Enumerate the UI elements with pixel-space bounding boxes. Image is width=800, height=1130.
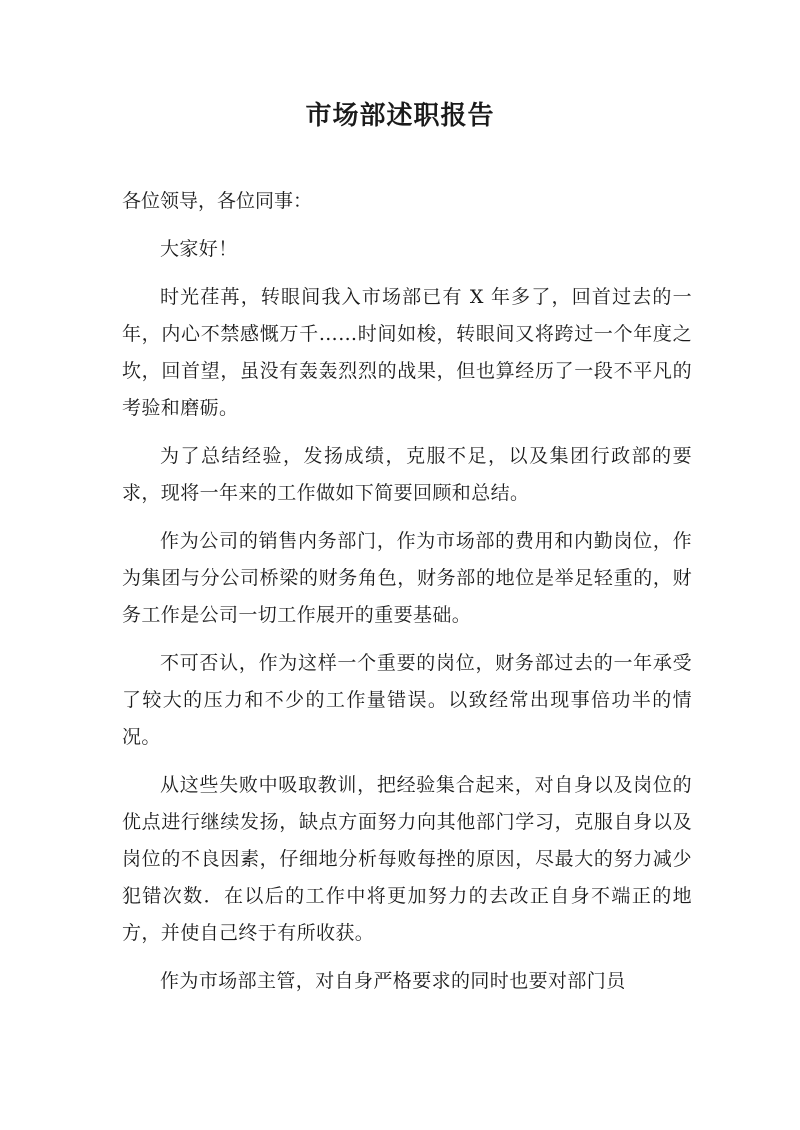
document-title: 市场部述职报告 — [305, 101, 495, 131]
paragraph-lessons: 从这些失败中吸取教训，把经验集合起来，对自身以及岗位的优点进行继续发扬，缺点方面努力向其他部门学习，克服自身以及岗位的不良因素，仔细地分析每败每挫的原因，尽最大的努力减少犯错次数．在以后的工作中将更加努力的去改正自身不端正的地方，并使自己终于有所收获。 — [122, 774, 692, 944]
paragraph-supervisor: 作为市场部主管，对自身严格要求的同时也要对部门员 — [160, 970, 626, 992]
paragraph-reflection: 时光荏苒，转眼间我入市场部已有 X 年多了，回首过去的一年，内心不禁感慨万千……时间如梭，转眼间又将跨过一个年度之坎，回首望，虽没有轰轰烈烈的战果，但也算经历了一段不平凡的考验和磨砺。 — [122, 286, 692, 419]
paragraph-purpose: 为了总结经验，发扬成绩，克服不足，以及集团行政部的要求，现将一年来的工作做如下简要回顾和总结。 — [122, 445, 692, 504]
paragraph-challenges: 不可否认，作为这样一个重要的岗位，财务部过去的一年承受了较大的压力和不少的工作量错误。以致经常出现事倍功半的情况。 — [122, 652, 692, 748]
salutation: 各位领导，各位同事： — [122, 190, 313, 212]
paragraph-greeting: 大家好！ — [160, 238, 238, 260]
paragraph-department-role: 作为公司的销售内务部门，作为市场部的费用和内勤岗位，作为集团与分公司桥梁的财务角色，财务部的地位是举足轻重的，财务工作是公司一切工作展开的重要基础。 — [122, 530, 692, 626]
document-body — [122, 183, 692, 1011]
